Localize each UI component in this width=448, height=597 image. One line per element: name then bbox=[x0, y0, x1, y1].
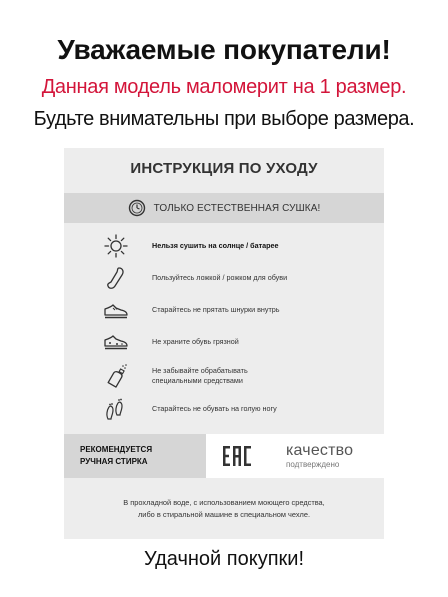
dirty-shoe-icon bbox=[102, 328, 130, 356]
care-item bbox=[64, 395, 384, 423]
care-item-text: Старайтесь не обувать на голую ногу bbox=[152, 404, 277, 413]
eac-logo-icon bbox=[222, 444, 252, 468]
size-advice: Будьте внимательны при выборе размера. bbox=[33, 108, 415, 130]
farewell-message: Удачной покупки! bbox=[143, 548, 305, 570]
headline-greeting: Уважаемые покупатели! bbox=[57, 34, 391, 65]
bare-feet-icon bbox=[102, 395, 130, 423]
care-item-text: Пользуйтесь ложкой / рожком для обуви bbox=[152, 273, 288, 282]
card-title: ИНСТРУКЦИЯ ПО УХОДУ bbox=[130, 160, 318, 177]
natural-drying-banner bbox=[64, 193, 384, 223]
hand-wash-recommendation: РЕКОМЕНДУЕТСЯ РУЧНАЯ СТИРКА bbox=[80, 445, 153, 466]
care-item bbox=[64, 328, 384, 356]
care-item bbox=[64, 296, 384, 324]
care-item bbox=[64, 264, 384, 292]
quality-certification bbox=[206, 434, 384, 478]
sneaker-laces-icon bbox=[102, 296, 130, 324]
washing-quality-band bbox=[64, 434, 384, 478]
care-item-text: Не забывайте обрабатывать специальными средствами bbox=[152, 366, 248, 385]
washing-note: В прохладной воде, с использованием моющего средства, либо в стиральной машине в специальном чехле. bbox=[123, 498, 325, 519]
care-item-text: Нельзя сушить на солнце / батарее bbox=[152, 241, 279, 250]
banner-text: ТОЛЬКО ЕСТЕСТВЕННАЯ СУШКА! bbox=[153, 202, 321, 214]
care-item bbox=[64, 232, 384, 260]
care-item-text: Старайтесь не прятать шнурки внутрь bbox=[152, 305, 280, 314]
care-item bbox=[64, 362, 384, 390]
care-instructions-card bbox=[64, 148, 384, 539]
care-item-text: Не храните обувь грязной bbox=[152, 337, 239, 346]
sun-icon bbox=[102, 232, 130, 260]
spray-bottle-icon bbox=[102, 362, 130, 390]
clock-icon bbox=[128, 199, 146, 217]
quality-word: качество bbox=[286, 442, 354, 459]
quality-subtext: подтверждено bbox=[286, 460, 340, 469]
shoehorn-icon bbox=[102, 264, 130, 292]
size-warning: Данная модель маломерит на 1 размер. bbox=[41, 76, 407, 98]
